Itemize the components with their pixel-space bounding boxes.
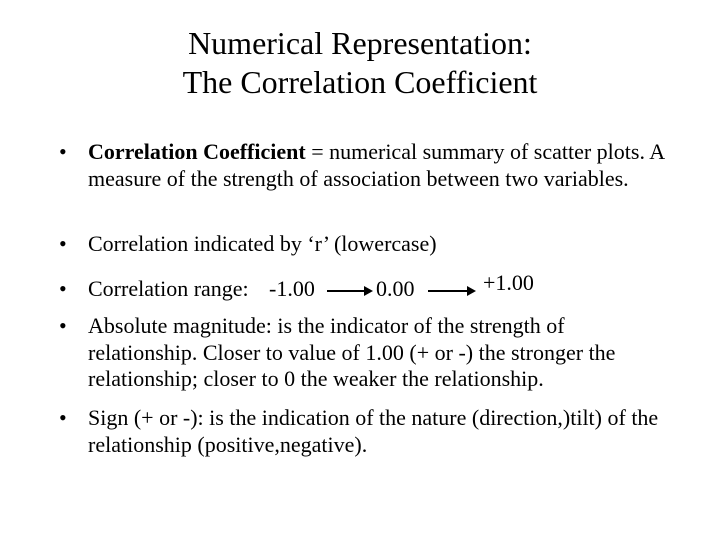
bullet-marker: • [59,231,67,256]
bullet-definition-term: Correlation Coefficient [88,139,306,164]
right-arrow-icon [428,290,474,292]
range-mid-value: 0.00 [376,276,415,301]
title-line-1: Numerical Representation: [188,25,532,61]
bullet-magnitude-text: Absolute magnitude: is the indicator of the strength of relationship. Closer to value of 1.00 (+ or -) the stronger the relationship; closer to 0 the weaker the relationship. [88,313,616,391]
bullet-sign-text: Sign (+ or -): is the indication of the nature (direction,)tilt) of the relationship (positive,negative). [88,405,659,457]
range-max-value: +1.00 [483,270,534,295]
bullet-marker: • [59,405,67,430]
title-line-2: The Correlation Coefficient [182,64,538,100]
bullet-marker: • [59,139,67,164]
bullet-definition-text: = numerical summary of scatter plots. A measure of the strength of association between two variables. [88,139,664,191]
slide-title [0,24,720,102]
bullet-definition [59,139,668,192]
bullet-notation-text: Correlation indicated by ‘r’ (lowercase) [88,231,437,256]
right-arrow-icon [327,290,371,292]
bullet-notation [59,231,668,258]
range-label: Correlation range: [88,276,249,301]
range-min-value: -1.00 [269,276,315,301]
bullet-marker: • [59,276,67,301]
bullet-marker: • [59,313,67,338]
bullet-sign [59,405,668,458]
bullet-magnitude [59,313,668,393]
